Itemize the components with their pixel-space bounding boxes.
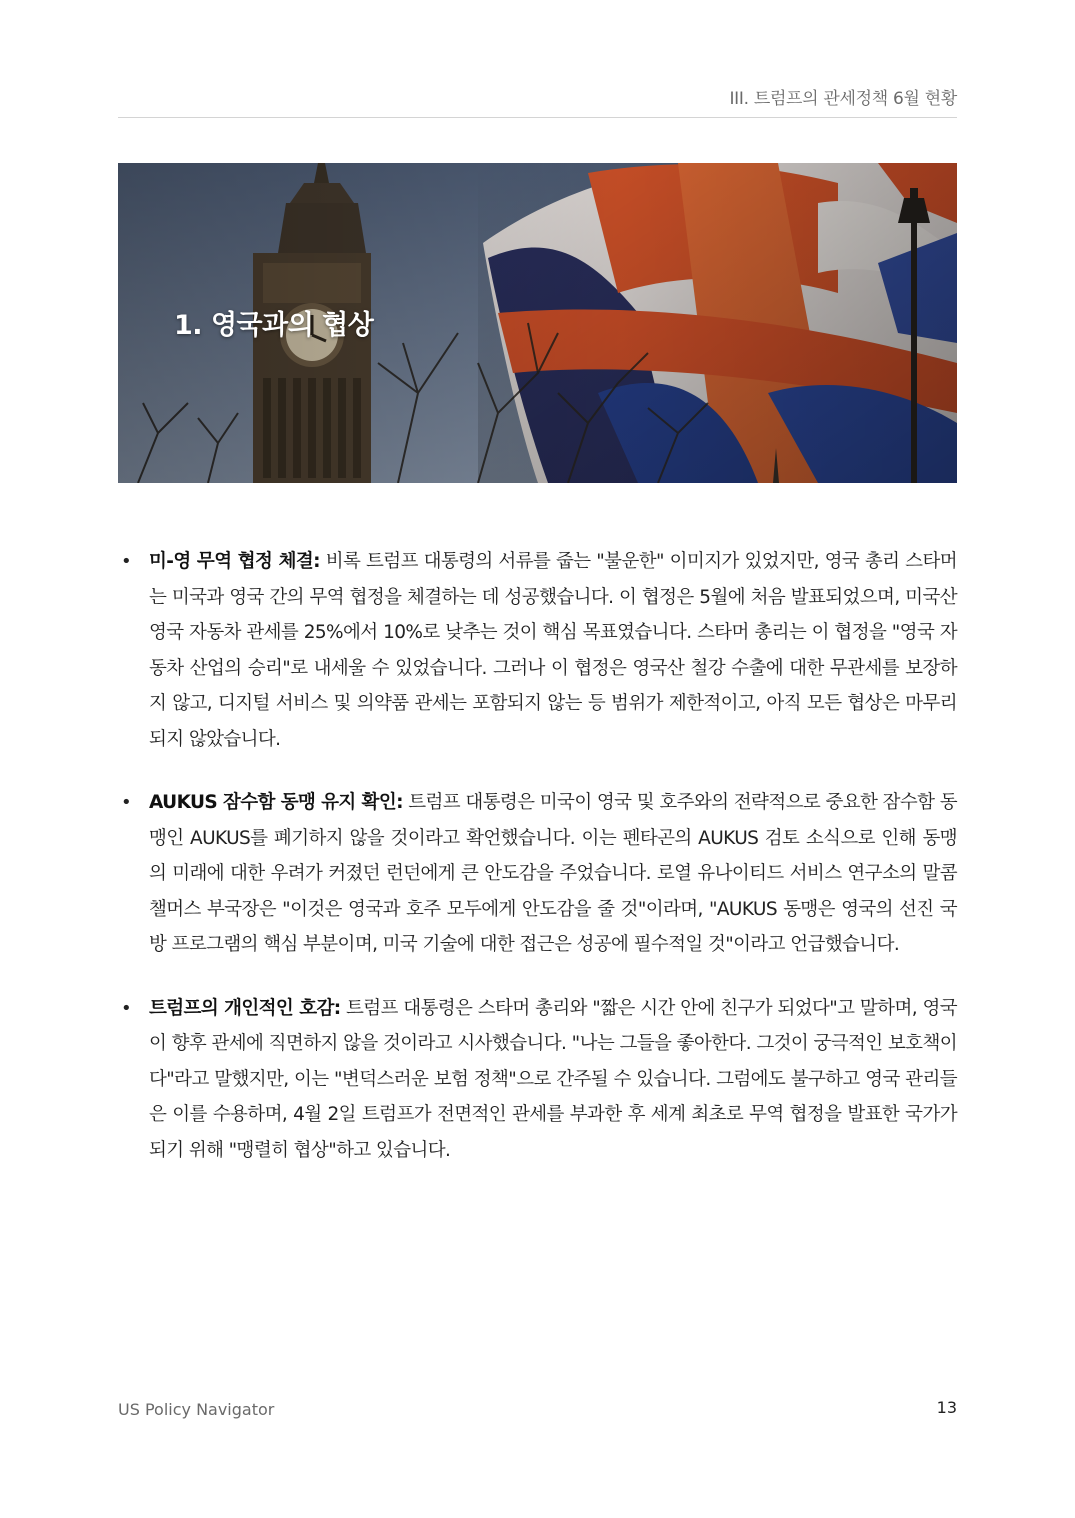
bullet-text: 트럼프 대통령은 스타머 총리와 "짧은 시간 안에 친구가 되었다"고 말하며, 영국이 향후 관세에 직면하지 않을 것이라고 시사했습니다. "나는 그들을 좋아한다. 그것이 궁극적인 보호책이다"라고 말했지만, 이는 "변덕스러운 보험 정책"으로 간주될 수 있습니다. 그럼에도 불구하고 영국 관리들은 이를 수용하며, 4월 2일 트럼프가 전면적인 관세를 부과한 후 세계 최초로 무역 협정을 발표한 국가가 되기 위해 "맹렬히 협상"하고 있습니다. (149, 997, 957, 1161)
running-header: III. 트럼프의 관세정책 6월 현황 (729, 89, 957, 109)
footer-brand: US Policy Navigator (118, 1400, 275, 1419)
header-divider (118, 117, 957, 118)
list-item (118, 785, 957, 963)
bullet-text: 비록 트럼프 대통령의 서류를 줍는 "불운한" 이미지가 있었지만, 영국 총리 스타머는 미국과 영국 간의 무역 협정을 체결하는 데 성공했습니다. 이 협정은 5월에 처음 발표되었으며, 미국산 영국 자동차 관세를 25%에서 10%로 낮추는 것이 핵심 목표였습니다. 스타머 총리는 이 협정을 "영국 자동차 산업의 승리"로 내세울 수 있었습니다. 그러나 이 협정은 영국산 철강 수출에 대한 무관세를 보장하지 않고, 디지털 서비스 및 의약품 관세는 포함되지 않는 등 범위가 제한적이고, 아직 모든 협상은 마무리되지 않았습니다. (149, 551, 957, 750)
list-item (118, 544, 957, 757)
bullet-text: 트럼프 대통령은 미국이 영국 및 호주와의 전략적으로 중요한 잠수함 동맹인 AUKUS를 폐기하지 않을 것이라고 확언했습니다. 이는 펜타곤의 AUKUS 검토 소식으로 인해 동맹의 미래에 대한 우려가 커졌던 런던에게 큰 안도감을 주었습니다. 로열 유나이티드 서비스 연구소의 말콤 챌머스 부국장은 "이것은 영국과 호주 모두에게 안도감을 줄 것"이라며, "AUKUS 동맹은 영국의 선진 국방 프로그램의 핵심 부분이며, 미국 기술에 대한 접근은 성공에 필수적일 것"이라고 언급했습니다. (149, 792, 957, 955)
bullet-icon: • (121, 551, 132, 572)
bullet-heading: AUKUS 잠수함 동맹 유지 확인: (149, 792, 403, 813)
section-title: 1. 영국과의 협상 (174, 310, 374, 341)
hero-banner (118, 163, 957, 483)
bullet-icon: • (121, 997, 132, 1019)
bullet-heading: 미-영 무역 협정 체결: (149, 551, 320, 572)
bullet-icon: • (121, 792, 132, 813)
bullet-list (118, 544, 957, 1196)
bullet-heading: 트럼프의 개인적인 호감: (149, 997, 341, 1019)
list-item (118, 991, 957, 1169)
page-number: 13 (936, 1398, 957, 1417)
